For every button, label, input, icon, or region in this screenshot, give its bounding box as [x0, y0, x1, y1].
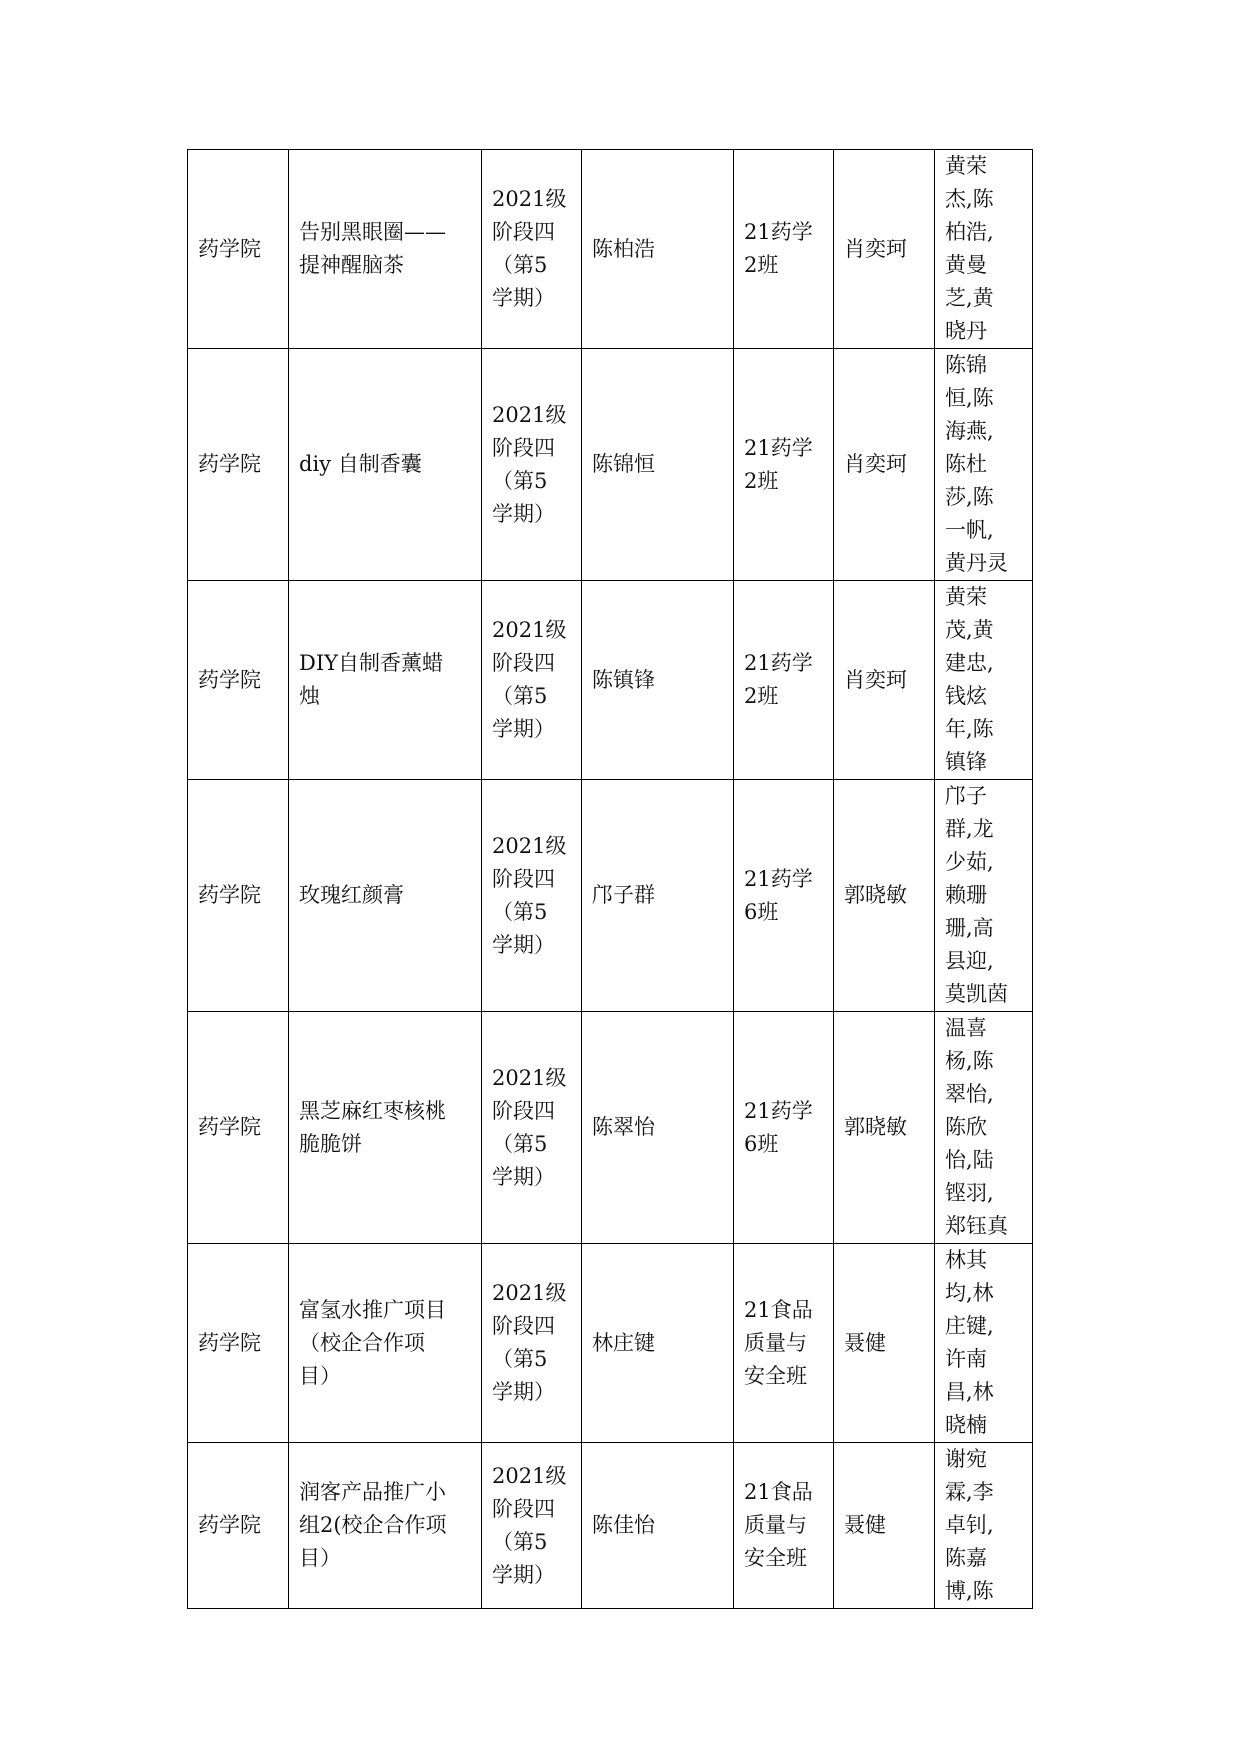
members-cell: [935, 1244, 1033, 1443]
members-cell: [935, 150, 1033, 349]
leader-cell-text: 陈翠怡: [592, 1115, 655, 1139]
class-cell-text: 21药学 2班: [744, 435, 813, 493]
college-cell: [188, 1443, 289, 1609]
college-cell-text: 药学院: [198, 1115, 261, 1139]
stage-cell: [482, 1012, 582, 1244]
project-name-cell: [289, 780, 482, 1012]
table-body: [188, 150, 1033, 1609]
college-cell: [188, 1012, 289, 1244]
stage-cell: [482, 581, 582, 780]
college-cell: [188, 1244, 289, 1443]
class-cell-text: 21药学 2班: [744, 220, 813, 277]
class-cell-text: 21食品 质量与 安全班: [744, 1480, 813, 1570]
stage-cell-text: 2021级 阶段四 （第5 学期）: [492, 402, 567, 526]
members-cell-text: 陈锦 恒,陈 海燕, 陈杜 莎,陈 一帆, 黄丹灵: [945, 353, 1008, 575]
advisor-cell: [834, 349, 935, 581]
college-cell: [188, 150, 289, 349]
leader-cell-text: 林庄键: [592, 1330, 655, 1355]
project-name-cell-text: 润客产品推广小 组2(校企合作项 目）: [299, 1480, 447, 1570]
advisor-cell-text: 肖奕珂: [844, 452, 907, 476]
leader-cell: [582, 1244, 734, 1443]
leader-cell: [582, 150, 734, 349]
college-cell-text: 药学院: [198, 667, 261, 692]
project-name-cell-text: 富氢水推广项目 （校企合作项 目）: [299, 1297, 446, 1388]
college-cell: [188, 581, 289, 780]
members-cell: [935, 349, 1033, 581]
project-name-cell-text: 黑芝麻红枣核桃 脆脆饼: [299, 1098, 446, 1156]
leader-cell: [582, 581, 734, 780]
stage-cell-text: 2021级 阶段四 （第5 学期）: [492, 618, 567, 741]
college-cell-text: 药学院: [198, 1513, 261, 1537]
table-row: [188, 1443, 1033, 1609]
members-cell: [935, 780, 1033, 1012]
leader-cell-text: 陈佳怡: [592, 1513, 655, 1537]
members-cell-text: 邝子 群,龙 少茹, 赖珊 珊,高 县迎, 莫凯茵: [945, 784, 1008, 1006]
stage-cell: [482, 349, 582, 581]
members-cell: [935, 581, 1033, 780]
class-cell-text: 21食品 质量与 安全班: [744, 1297, 813, 1388]
members-cell: [935, 1012, 1033, 1244]
class-cell: [734, 150, 834, 349]
class-cell-text: 21药学 6班: [744, 866, 813, 924]
stage-cell-text: 2021级 阶段四 （第5 学期）: [492, 187, 567, 310]
project-name-cell: [289, 581, 482, 780]
members-cell-text: 黄荣 茂,黄 建忠, 钱炫 年,陈 镇锋: [945, 585, 994, 774]
project-name-cell-text: diy 自制香囊: [299, 452, 422, 476]
members-cell-text: 温喜 杨,陈 翠怡, 陈欣 怡,陆 铿羽, 郑钰真: [945, 1016, 1008, 1238]
leader-cell: [582, 780, 734, 1012]
leader-cell-text: 邝子群: [592, 883, 655, 907]
leader-cell: [582, 1012, 734, 1244]
project-name-cell: [289, 1012, 482, 1244]
advisor-cell: [834, 780, 935, 1012]
advisor-cell-text: 肖奕珂: [844, 236, 907, 261]
advisor-cell: [834, 1012, 935, 1244]
members-cell-text: 林其 均,林 庄键, 许南 昌,林 晓楠: [945, 1248, 994, 1437]
project-table: [187, 149, 1033, 1609]
class-cell: [734, 1244, 834, 1443]
leader-cell: [582, 349, 734, 581]
table-row: [188, 150, 1033, 349]
advisor-cell: [834, 581, 935, 780]
advisor-cell: [834, 1244, 935, 1443]
project-name-cell: [289, 349, 482, 581]
advisor-cell-text: 聂健: [844, 1330, 886, 1355]
project-name-cell-text: DIY自制香薰蜡 烛: [299, 651, 443, 708]
members-cell-text: 黄荣 杰,陈 柏浩, 黄曼 芝,黄 晓丹: [945, 154, 994, 343]
class-cell: [734, 780, 834, 1012]
college-cell-text: 药学院: [198, 1330, 261, 1355]
leader-cell-text: 陈镇锋: [592, 667, 655, 692]
table-row: [188, 581, 1033, 780]
advisor-cell: [834, 150, 935, 349]
stage-cell: [482, 780, 582, 1012]
stage-cell-text: 2021级 阶段四 （第5 学期）: [492, 1463, 567, 1587]
stage-cell: [482, 1244, 582, 1443]
members-cell: [935, 1443, 1033, 1609]
class-cell: [734, 581, 834, 780]
class-cell-text: 21药学 6班: [744, 1098, 813, 1156]
class-cell-text: 21药学 2班: [744, 651, 813, 708]
stage-cell: [482, 150, 582, 349]
college-cell: [188, 780, 289, 1012]
college-cell-text: 药学院: [198, 236, 261, 261]
table-row: [188, 349, 1033, 581]
class-cell: [734, 1012, 834, 1244]
leader-cell: [582, 1443, 734, 1609]
leader-cell-text: 陈柏浩: [592, 236, 655, 261]
college-cell-text: 药学院: [198, 452, 261, 476]
advisor-cell-text: 郭晓敏: [844, 1115, 907, 1139]
stage-cell-text: 2021级 阶段四 （第5 学期）: [492, 1065, 567, 1189]
project-name-cell: [289, 150, 482, 349]
class-cell: [734, 349, 834, 581]
stage-cell: [482, 1443, 582, 1609]
stage-cell-text: 2021级 阶段四 （第5 学期）: [492, 833, 567, 957]
members-cell-text: 谢宛 霖,李 卓钊, 陈嘉 博,陈: [945, 1447, 994, 1603]
table-row: [188, 1244, 1033, 1443]
stage-cell-text: 2021级 阶段四 （第5 学期）: [492, 1281, 567, 1404]
table-row: [188, 780, 1033, 1012]
class-cell: [734, 1443, 834, 1609]
college-cell-text: 药学院: [198, 883, 261, 907]
leader-cell-text: 陈锦恒: [592, 452, 655, 476]
college-cell: [188, 349, 289, 581]
advisor-cell-text: 郭晓敏: [844, 883, 907, 907]
project-name-cell-text: 玫瑰红颜膏: [299, 883, 404, 907]
advisor-cell-text: 聂健: [844, 1513, 886, 1537]
table-row: [188, 1012, 1033, 1244]
project-name-cell-text: 告别黑眼圈—— 提神醒脑茶: [299, 220, 446, 277]
project-name-cell: [289, 1244, 482, 1443]
advisor-cell: [834, 1443, 935, 1609]
advisor-cell-text: 肖奕珂: [844, 667, 907, 692]
project-name-cell: [289, 1443, 482, 1609]
